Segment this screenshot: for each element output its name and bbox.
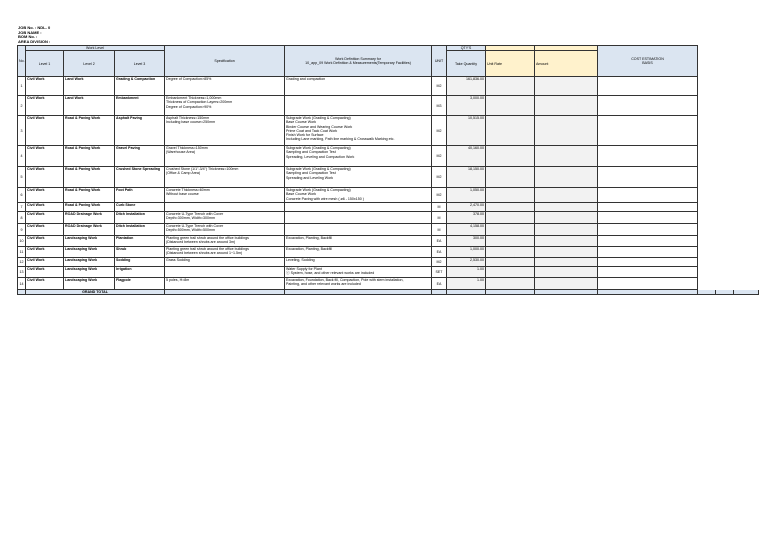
level3-cell: Sodding — [115, 258, 165, 267]
unit-cell: EA — [432, 236, 447, 247]
row-no: 13 — [18, 267, 26, 278]
summary-cell — [285, 212, 432, 224]
spec-cell: 5 poles, H=8m — [165, 278, 285, 290]
spec-cell: Embankment Thickness=1,000mm Thickness of Compaction Layers=200mm Degree of Compaction>90% — [165, 96, 285, 116]
spec-cell: Degree of Compaction>85% — [165, 77, 285, 96]
unit-cell: M2 — [432, 77, 447, 96]
table-row — [18, 146, 759, 167]
row-no: 1 — [18, 77, 26, 96]
level2-cell: Road & Paving Work — [64, 167, 115, 188]
level3-cell: Ditch Installation — [115, 212, 165, 224]
table-row — [18, 188, 759, 203]
job-name: JOB NAME : — [18, 29, 42, 35]
col-unit: UNIT — [432, 46, 447, 77]
summary-cell: Grading and compaction — [285, 77, 432, 96]
quantity-cell: 2,530.00 — [447, 258, 486, 267]
spec-cell: Concrete Thickness=60mm Without base course — [165, 188, 285, 203]
table-row — [18, 96, 759, 116]
summary-cell: Subgrade Work (Grading & Compacting) Base Course Work Concrete Paving with wire mesh ( ø6 - 150x150 ) — [285, 188, 432, 203]
level2-cell: Land Work — [64, 77, 115, 96]
level1-cell: Civil Work — [26, 212, 64, 224]
unit-cell: M2 — [432, 116, 447, 146]
level3-cell: Irrigation — [115, 267, 165, 278]
spec-cell: Planting green trail shrub around the office buildings (Distanced between shrubs are around 1~1.5m) — [165, 247, 285, 258]
level1-cell: Civil Work — [26, 116, 64, 146]
col-amount: Amount — [535, 51, 598, 77]
level1-cell: Civil Work — [26, 247, 64, 258]
row-no: 2 — [18, 96, 26, 116]
level2-cell: Road & Paving Work — [64, 146, 115, 167]
spec-cell: Grass Sodding — [165, 258, 285, 267]
area-division: AREA DIVISION : — [18, 38, 51, 44]
quantity-cell: 1.00 — [447, 267, 486, 278]
level2-cell: Road & Paving Work — [64, 188, 115, 203]
table-row — [18, 77, 759, 96]
table-row — [18, 258, 759, 267]
table-row — [18, 212, 759, 224]
unit-cell: M2 — [432, 188, 447, 203]
level1-cell: Civil Work — [26, 278, 64, 290]
quantity-cell: 2,470.00 — [447, 203, 486, 212]
summary-cell: Water Supply for Plant ⓒ System, hose, and other relevant works are included — [285, 267, 432, 278]
quantity-cell: 300.00 — [447, 236, 486, 247]
level3-cell: Foot Path — [115, 188, 165, 203]
level1-cell: Civil Work — [26, 146, 64, 167]
level2-cell: Land Work — [64, 96, 115, 116]
col-summary: Work Definition Summary for 10_app_09 Work Definition & Measurements(Temporary Facilities) — [285, 46, 432, 77]
grand-total-label: GRAND TOTAL — [26, 290, 165, 295]
level2-cell: ROAD Drainage Work — [64, 224, 115, 236]
table-row — [18, 116, 759, 146]
bom-no: BOM No. : — [18, 34, 38, 40]
row-no: 8 — [18, 212, 26, 224]
level3-cell: Ditch Installation — [115, 224, 165, 236]
spec-cell: Asphalt Thickness=150mm Including base course=250mm — [165, 116, 285, 146]
level2-cell: Landscaping Work — [64, 267, 115, 278]
level3-cell: Flagpole — [115, 278, 165, 290]
quantity-cell: 378.00 — [447, 212, 486, 224]
row-no: 4 — [18, 146, 26, 167]
unit-cell: M3 — [432, 96, 447, 116]
table-row — [18, 278, 759, 290]
col-work-level: Work Level — [26, 46, 165, 51]
level1-cell: Civil Work — [26, 258, 64, 267]
level3-cell: Grading & Compaction — [115, 77, 165, 96]
summary-cell: Excavation, Planting, Backfill — [285, 236, 432, 247]
level1-cell: Civil Work — [26, 236, 64, 247]
spec-cell — [165, 267, 285, 278]
summary-cell: Excavation, Foundation, Back fill, Compaction, Pole with stem installation, Painting, and other relevant works are included — [285, 278, 432, 290]
level2-cell: Landscaping Work — [64, 247, 115, 258]
quantity-cell: 1,050.00 — [447, 188, 486, 203]
unit-cell: M2 — [432, 167, 447, 188]
quantity-cell: 1.00 — [447, 278, 486, 290]
summary-cell — [285, 203, 432, 212]
level3-cell: Embankment — [115, 96, 165, 116]
unit-cell: M — [432, 224, 447, 236]
document-header — [18, 26, 50, 44]
col-unit-rate: Unit Rate — [486, 51, 535, 77]
table-row — [18, 267, 759, 278]
level3-cell: Crushed Stone Spreading — [115, 167, 165, 188]
spec-cell: Concrete U-Type Trench with Cover Depth=500mm, Width=500mm — [165, 224, 285, 236]
level1-cell: Civil Work — [26, 224, 64, 236]
unit-cell: EA — [432, 247, 447, 258]
level2-cell: Road & Paving Work — [64, 116, 115, 146]
row-no: 11 — [18, 247, 26, 258]
spec-cell: Crushed Stone (1/1"-3/4") Thickness=100mm (Office & Camp Area) — [165, 167, 285, 188]
level2-cell: Landscaping Work — [64, 278, 115, 290]
table-row — [18, 224, 759, 236]
level3-cell: Asphalt Paving — [115, 116, 165, 146]
col-cost-estimation: COST ESTIMATION BASIS — [598, 46, 698, 77]
summary-cell — [285, 224, 432, 236]
table-row — [18, 236, 759, 247]
col-take-quantity: Take Quantity — [447, 51, 486, 77]
quantity-cell: 10,515.00 — [447, 116, 486, 146]
col-level2: Level 2 — [64, 51, 115, 77]
level2-cell: Landscaping Work — [64, 236, 115, 247]
level2-cell: Landscaping Work — [64, 258, 115, 267]
row-no: 14 — [18, 278, 26, 290]
spec-cell: Gravel Thickness=150mm (Warehouse Area) — [165, 146, 285, 167]
spec-cell: Planting green trail shrub around the office buildings (Distanced between shrubs are around 3m) — [165, 236, 285, 247]
unit-cell: M2 — [432, 258, 447, 267]
level1-cell: Civil Work — [26, 96, 64, 116]
level1-cell: Civil Work — [26, 167, 64, 188]
estimate-table — [17, 45, 759, 295]
grand-total-row — [18, 290, 759, 295]
col-level1: Level 1 — [26, 51, 64, 77]
level2-cell: ROAD Drainage Work — [64, 212, 115, 224]
quantity-cell: 18,150.00 — [447, 167, 486, 188]
summary-cell: Subgrade Work (Grading & Compacting) Base Course Work Binder Course and Wearing Course Work Prime Coat and Tack Coat Work Finish Work for Surface Including Lane marking, Path line marking & Crosswalk Marking etc. — [285, 116, 432, 146]
row-no: 5 — [18, 167, 26, 188]
quantity-cell: 1,000.00 — [447, 247, 486, 258]
row-no: 9 — [18, 224, 26, 236]
col-level3: Level 3 — [115, 51, 165, 77]
col-qty-group: QTY'S — [447, 46, 486, 51]
row-no: 10 — [18, 236, 26, 247]
spec-cell: Concrete U-Type Trench with Cover Depth=300mm, Width=300mm — [165, 212, 285, 224]
level2-cell: Road & Paving Work — [64, 203, 115, 212]
row-no: 3 — [18, 116, 26, 146]
col-spec: Specification — [165, 46, 285, 77]
level3-cell: Shrub — [115, 247, 165, 258]
level1-cell: Civil Work — [26, 188, 64, 203]
unit-cell: SET — [432, 267, 447, 278]
unit-cell: EA — [432, 278, 447, 290]
row-no: 7 — [18, 203, 26, 212]
summary-cell: Subgrade Work (Grading & Compacting) Sampling and Compaction Test Spreading and Leveling Work — [285, 167, 432, 188]
row-no: 12 — [18, 258, 26, 267]
quantity-cell: 161,836.00 — [447, 77, 486, 96]
table-row — [18, 203, 759, 212]
quantity-cell: 3,000.00 — [447, 96, 486, 116]
col-no: No. — [18, 46, 26, 77]
spec-cell — [165, 203, 285, 212]
summary-cell: Leveling, Sodding — [285, 258, 432, 267]
unit-cell: M2 — [432, 146, 447, 167]
unit-cell: M — [432, 203, 447, 212]
job-no: JOB No. : NDL- 0 — [18, 25, 51, 30]
summary-cell: Excavation, Planting, Backfill — [285, 247, 432, 258]
level1-cell: Civil Work — [26, 77, 64, 96]
level3-cell: Curb Stone — [115, 203, 165, 212]
quantity-cell: 40,160.00 — [447, 146, 486, 167]
level1-cell: Civil Work — [26, 203, 64, 212]
table-row — [18, 167, 759, 188]
unit-cell: M — [432, 212, 447, 224]
level1-cell: Civil Work — [26, 267, 64, 278]
level3-cell: Gravel Paving — [115, 146, 165, 167]
quantity-cell: 4,158.00 — [447, 224, 486, 236]
row-no: 6 — [18, 188, 26, 203]
level3-cell: Plantation — [115, 236, 165, 247]
summary-cell — [285, 96, 432, 116]
table-row — [18, 247, 759, 258]
summary-cell: Subgrade Work (Grading & Compacting) Sampling and Compaction Test Spreading, Leveling and Compaction Work — [285, 146, 432, 167]
